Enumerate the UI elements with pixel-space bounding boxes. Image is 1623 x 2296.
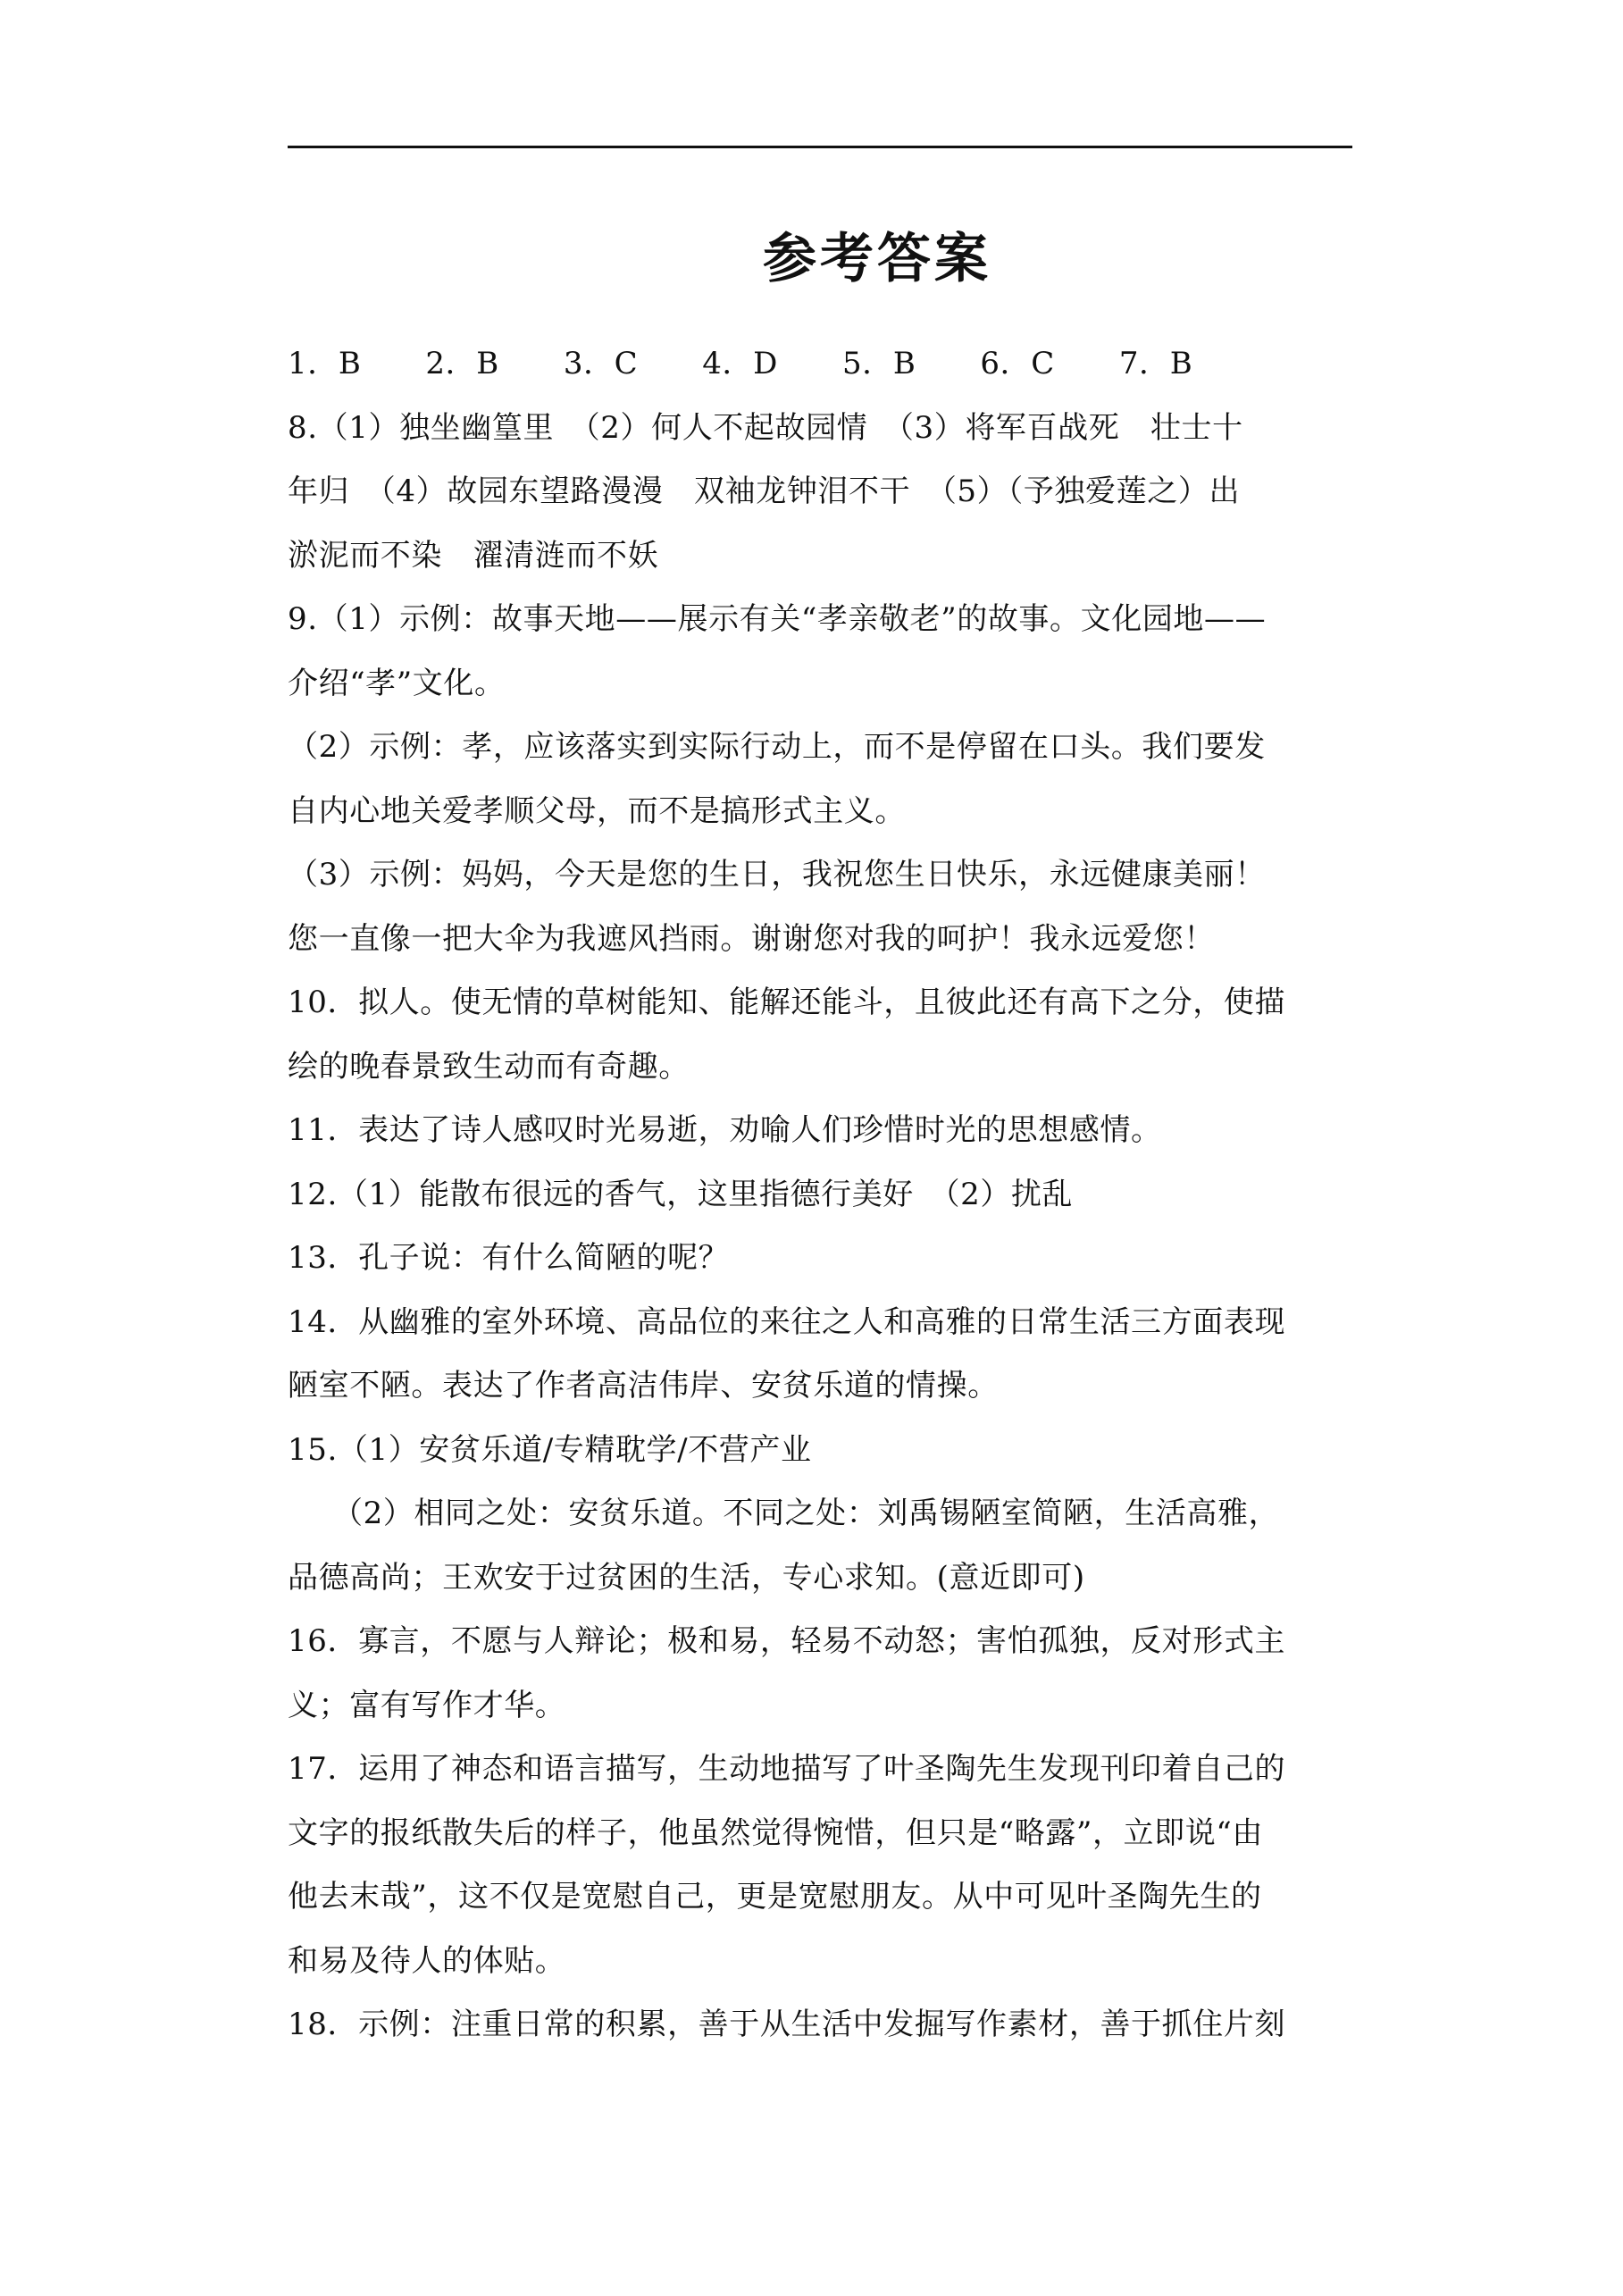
answer-line: 淤泥而不染 濯清涟而不妖	[288, 537, 659, 574]
answer-line: 10．拟人。使无情的草树能知、能解还能斗，且彼此还有高下之分，使描	[288, 985, 1286, 1020]
answer-line: （3）示例：妈妈，今天是您的生日，我祝您生日快乐，永远健康美丽！	[288, 857, 1266, 892]
mc-answer: 5．B	[842, 346, 916, 381]
mc-answer: 6．C	[980, 346, 1055, 381]
header-rule	[288, 146, 1352, 148]
answer-line: 8.（1）独坐幽篁里 （2）何人不起故园情 （3）将军百战死 壮士十	[288, 409, 1243, 446]
answer-line: 绘的晚春景致生动而有奇趣。	[288, 1048, 690, 1085]
answer-line: 13．孔子说：有什么简陋的呢？	[288, 1240, 730, 1276]
answer-line: 14．从幽雅的室外环境、高品位的来往之人和高雅的日常生活三方面表现	[288, 1303, 1286, 1340]
multiple-choice-answers	[288, 332, 1352, 397]
answer-line: 您一直像一把大伞为我遮风挡雨。谢谢您对我的呵护！我永远爱您！	[288, 920, 1215, 957]
answer-line: 17．运用了神态和语言描写，生动地描写了叶圣陶先生发现刊印着自己的	[288, 1751, 1286, 1787]
mc-answer: 1．B	[288, 346, 362, 381]
answer-line: 介绍“孝”文化。	[288, 665, 506, 701]
answer-line: （2）相同之处：安贫乐道。不同之处：刘禹锡陋室简陋，生活高雅，	[332, 1496, 1280, 1531]
mc-answer: 3．C	[563, 346, 639, 381]
answer-line: 16．寡言，不愿与人辩论；极和易，轻易不动怒；害怕孤独，反对形式主	[288, 1623, 1286, 1659]
answer-line: 义；富有写作才华。	[288, 1687, 566, 1723]
page-title: 参考答案	[763, 228, 991, 290]
answer-line: 年归 （4）故园东望路漫漫 双袖龙钟泪不干 （5）（予独爱莲之）出	[288, 473, 1241, 509]
answer-line: 自内心地关爱孝顺父母，而不是搞形式主义。	[288, 792, 906, 829]
answer-line: 陋室不陋。表达了作者高洁伟岸、安贫乐道的情操。	[288, 1368, 999, 1404]
answer-content	[288, 332, 1352, 2057]
answer-line: 15.（1）安贫乐道/专精耽学/不营产业	[288, 1431, 812, 1468]
mc-answer: 4．D	[702, 346, 778, 381]
answer-line: 和易及待人的体贴。	[288, 1942, 566, 1979]
mc-answer: 7．B	[1118, 346, 1193, 381]
answer-line: 12.（1）能散布很远的香气，这里指德行美好 （2）扰乱	[288, 1176, 1074, 1212]
answer-line: （2）示例：孝，应该落实到实际行动上，而不是停留在口头。我们要发	[288, 729, 1266, 765]
answer-line: 9.（1）示例：故事天地——展示有关“孝亲敬老”的故事。文化园地——	[288, 601, 1267, 637]
answer-line: 18．示例：注重日常的积累，善于从生活中发掘写作素材，善于抓住片刻	[288, 2007, 1286, 2042]
answer-line: 他去末哉”，这不仅是宽慰自己，更是宽慰朋友。从中可见叶圣陶先生的	[288, 1879, 1262, 1915]
answer-line: 11．表达了诗人感叹时光易逝，劝喻人们珍惜时光的思想感情。	[288, 1112, 1162, 1148]
answer-line: 文字的报纸散失后的样子，他虽然觉得惋惜，但只是“略露”，立即说“由	[288, 1814, 1263, 1851]
answer-line: 品德高尚；王欢安于过贫困的生活，专心求知。(意近即可)	[288, 1559, 1085, 1596]
mc-answer: 2．B	[425, 346, 499, 381]
